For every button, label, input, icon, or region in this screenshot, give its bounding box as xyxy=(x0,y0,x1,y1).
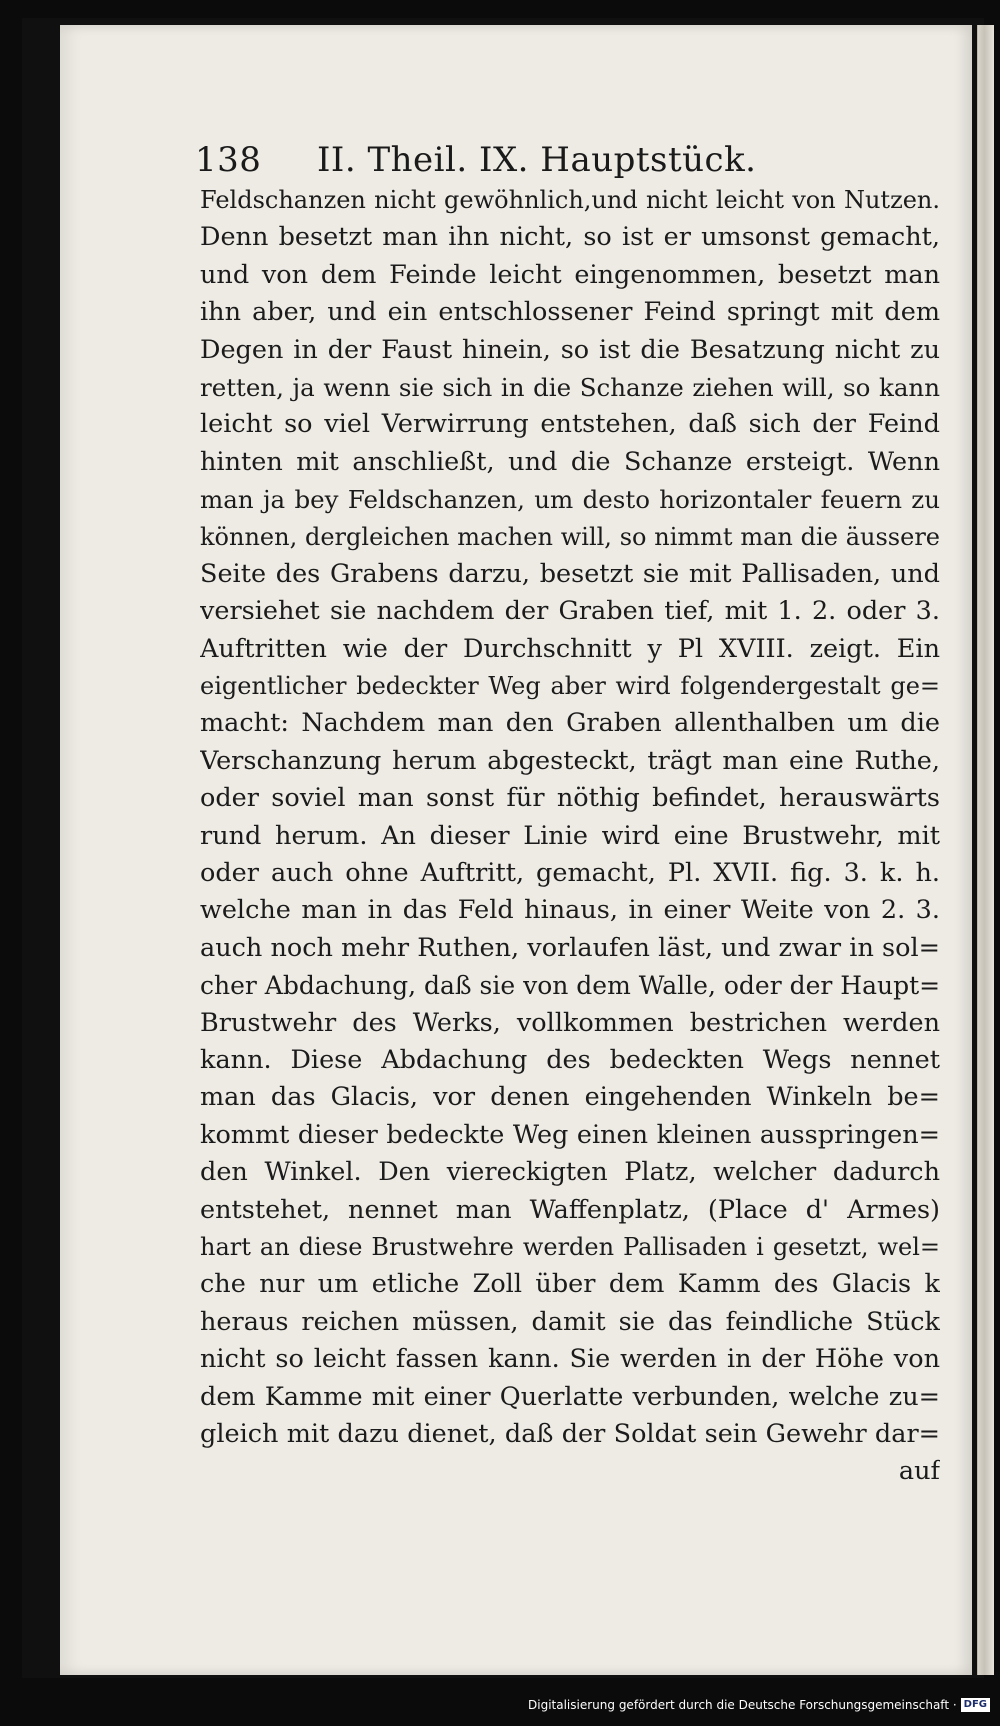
text-line: dem Kamme mit einer Querlatte verbunden, welche zu= xyxy=(200,1381,940,1412)
text-line: Brustwehr des Werks, vollkommen bestrichen werden xyxy=(200,1007,940,1038)
text-line: entstehet, nennet man Waffenplatz, (Place d' Armes) xyxy=(200,1194,940,1225)
text-line: ihn aber, und ein entschlossener Feind springt mit dem xyxy=(200,297,940,328)
text-line: hinten mit anschließt, und die Schanze ersteigt. Wenn xyxy=(200,446,940,477)
text-line: nicht so leicht fassen kann. Sie werden in der Höhe von xyxy=(200,1344,940,1375)
page-edge xyxy=(977,25,994,1675)
text-line: che nur um etliche Zoll über dem Kamm des Glacis k xyxy=(200,1269,940,1300)
text-line: retten, ja wenn sie sich in die Schanze ziehen will, so kann xyxy=(200,372,940,402)
text-line: Denn besetzt man ihn nicht, so ist er umsonst gemacht, xyxy=(200,222,940,253)
text-line: Seite des Grabens darzu, besetzt sie mit Pallisaden, und xyxy=(200,558,940,589)
text-line: oder auch ohne Auftritt, gemacht, Pl. XVII. fig. 3. k. h. xyxy=(200,858,940,889)
dfg-logo: DFG xyxy=(961,1698,990,1712)
page-number: 138 xyxy=(195,140,262,180)
text-line: Verschanzung herum abgesteckt, trägt man eine Ruthe, xyxy=(200,745,940,776)
text-line: leicht so viel Verwirrung entstehen, daß sich der Feind xyxy=(200,409,940,440)
text-line: auf xyxy=(898,1456,940,1487)
text-line: können, dergleichen machen will, so nimmt man die äussere xyxy=(200,522,940,551)
text-line: man ja bey Feldschanzen, um desto horizontaler feuern zu xyxy=(200,485,940,515)
running-title: II. Theil. IX. Hauptstück. xyxy=(317,140,757,180)
text-line: man das Glacis, vor denen eingehenden Winkeln be= xyxy=(200,1082,940,1113)
text-line: Feldschanzen nicht gewöhnlich,und nicht leicht von Nutzen. xyxy=(200,186,940,214)
credit-text: Digitalisierung gefördert durch die Deutsche Forschungsgemeinschaft · xyxy=(528,1698,957,1712)
text-line: den Winkel. Den viereckigten Platz, welcher dadurch xyxy=(200,1157,940,1188)
text-line: gleich mit dazu dienet, daß der Soldat sein Gewehr dar= xyxy=(200,1418,940,1449)
digitization-credit xyxy=(528,1698,990,1712)
body-text xyxy=(200,182,940,1491)
text-line: rund herum. An dieser Linie wird eine Brustwehr, mit xyxy=(200,820,940,851)
text-line: macht: Nachdem man den Graben allenthalben um die xyxy=(200,708,940,739)
text-line: Degen in der Faust hinein, so ist die Besatzung nicht zu xyxy=(200,334,940,365)
text-line: auch noch mehr Ruthen, vorlaufen läst, und zwar in sol= xyxy=(200,932,940,963)
text-line: cher Abdachung, daß sie von dem Walle, oder der Haupt= xyxy=(200,971,940,1001)
text-line: oder soviel man sonst für nöthig befindet, herauswärts xyxy=(200,783,940,814)
text-line: welche man in das Feld hinaus, in einer Weite von 2. 3. xyxy=(200,895,940,926)
text-line: eigentlicher bedeckter Weg aber wird folgendergestalt ge= xyxy=(200,672,940,701)
text-line: kommt dieser bedeckte Weg einen kleinen ausspringen= xyxy=(200,1119,940,1150)
text-line: Auftritten wie der Durchschnitt y Pl XVIII. zeigt. Ein xyxy=(200,633,940,664)
text-line: heraus reichen müssen, damit sie das feindliche Stück xyxy=(200,1306,940,1337)
text-line: kann. Diese Abdachung des bedeckten Wegs nennet xyxy=(200,1044,940,1075)
text-line: hart an diese Brustwehre werden Pallisaden i gesetzt, wel= xyxy=(200,1232,940,1261)
text-line: und von dem Feinde leicht eingenommen, besetzt man xyxy=(200,259,940,290)
text-line: versiehet sie nachdem der Graben tief, mit 1. 2. oder 3. xyxy=(200,596,940,627)
running-head xyxy=(195,140,795,184)
